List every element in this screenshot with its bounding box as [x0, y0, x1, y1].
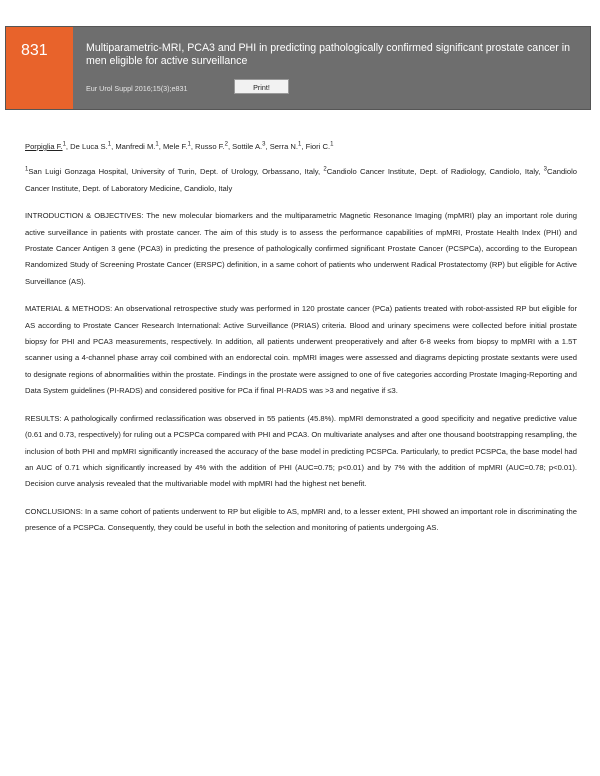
author-name: Fiori C. — [305, 142, 331, 151]
affiliations: $^1$San Luigi Gonzaga Hospital, University of Turin, Dept. of Urology, Orbassano, Italy, $^2$Candiolo Cancer Institute, Dept. of Radiology, Candiolo, Italy, $^3$Candiolo Cancer Institute, Dept. of Laboratory Medicine, Candiolo, Italy — [25, 166, 577, 193]
author-name: Mele F. — [162, 142, 188, 151]
author-name[interactable]: Porpiglia F. — [25, 142, 63, 151]
author: De Luca S.$^1$, — [70, 141, 116, 151]
author: Sottile A.$^3$, — [232, 141, 270, 151]
author-name: Serra N. — [269, 142, 299, 151]
abstract-body — [25, 139, 577, 548]
author-name: Russo F. — [195, 142, 225, 151]
section-conclusions: CONCLUSIONS: In a same cohort of patients underwent to RP but eligible to AS, mpMRI and, to a lesser extent, PHI showed an important role in discriminating the presence of a PCSPCa. Consequently, they could be useful in both the selection and monitoring of patients undergoing AS. — [25, 506, 577, 533]
section-results: RESULTS: A pathologically confirmed reclassification was observed in 55 patients (45.8%). mpMRI demonstrated a good specificity and negative predictive value (0.61 and 0.73, respectively) for ruling out a PCSPCa compared with PHI and PCA3. On multivariate analyses and after one thousand bootstrapping resampling, the inclusion of both PHI and mpMRI significantly increased the accuracy of the base model in predicting PCSPCa. Particularly, to predict PCSPCa, the base model had an AUC of 0.71 which significantly increased by 4% with the addition of PHI (AUC=0.75; p<0.01) and by 7% with the addition of mpMRI (AUC=0.78; p<0.01). Decision curve analysis revealed that the multivariable model with mpMRI had the highest net benefit. — [25, 413, 577, 489]
author: Porpiglia F.$^1$, — [25, 141, 71, 151]
author-name: Sottile A. — [232, 142, 263, 151]
section-methods: MATERIAL & METHODS: An observational retrospective study was performed in 120 prostate cancer (PCa) patients treated with robot-assisted RP but eligible for AS according to Prostate Cancer Research International: Active Surveillance (PRIAS) criteria. Blood and urinary specimens were collected before initial prostate biopsy for PHI and PCA3 measurements, respectively. In addition, all patients underwent preoperatively and after 6-8 weeks from biopsy to mpMRI with a 1.5T scanner using a 4-channel phase array coil combined with an endorectal coin. mpMRI images were assessed and diagrams depicting prostate sextants were used to designate regions of abnormalities within the prostate. Findings in the prostate were assigned to one of five categories according Prostate Imaging-Reporting and Data System guidelines (PI-RADS) and considered positive for PCa if final PI-RADS was >3 and negative if ≤3. — [25, 304, 577, 396]
abstract-header — [5, 26, 591, 110]
author: Manfredi M.$^1$, — [115, 141, 163, 151]
author-name: Manfredi M. — [115, 142, 156, 151]
author: Fiori C.$^1$ — [305, 141, 334, 151]
abstract-title: Multiparametric-MRI, PCA3 and PHI in predicting pathologically confirmed significant prostate cancer in men eligible for active surveillance — [86, 42, 570, 67]
author-name: De Luca S. — [70, 142, 108, 151]
author: Russo F.$^2$, — [195, 141, 233, 151]
journal-citation: Eur Urol Suppl 2016;15(3);e831 — [86, 84, 188, 93]
print-button[interactable]: Print! — [234, 79, 289, 94]
author: Mele F.$^1$, — [162, 141, 196, 151]
author-list — [25, 139, 577, 155]
abstract-number: 831 — [6, 27, 73, 109]
author: Serra N.$^1$, — [269, 141, 306, 151]
section-introduction: INTRODUCTION & OBJECTIVES: The new molecular biomarkers and the multiparametric Magnetic Resonance Imaging (mpMRI) play an important role during active surveillance in patients with prostate cancer. The aim of this study is to assess the performance capabilities of mpMRI, Prostate Health Index (PHI) and Prostate Cancer Antigen 3 gene (PCA3) in predicting the presence of pathologically confirmed significant Prostate Cancer (PCSPCa), according to the European Randomized Study of Screening Prostate Cancer (ERSPC) definition, in a same cohort of patients who underwent Radical Prostatectomy (RP) but eligible for Active Surveillance (AS). — [25, 211, 577, 286]
